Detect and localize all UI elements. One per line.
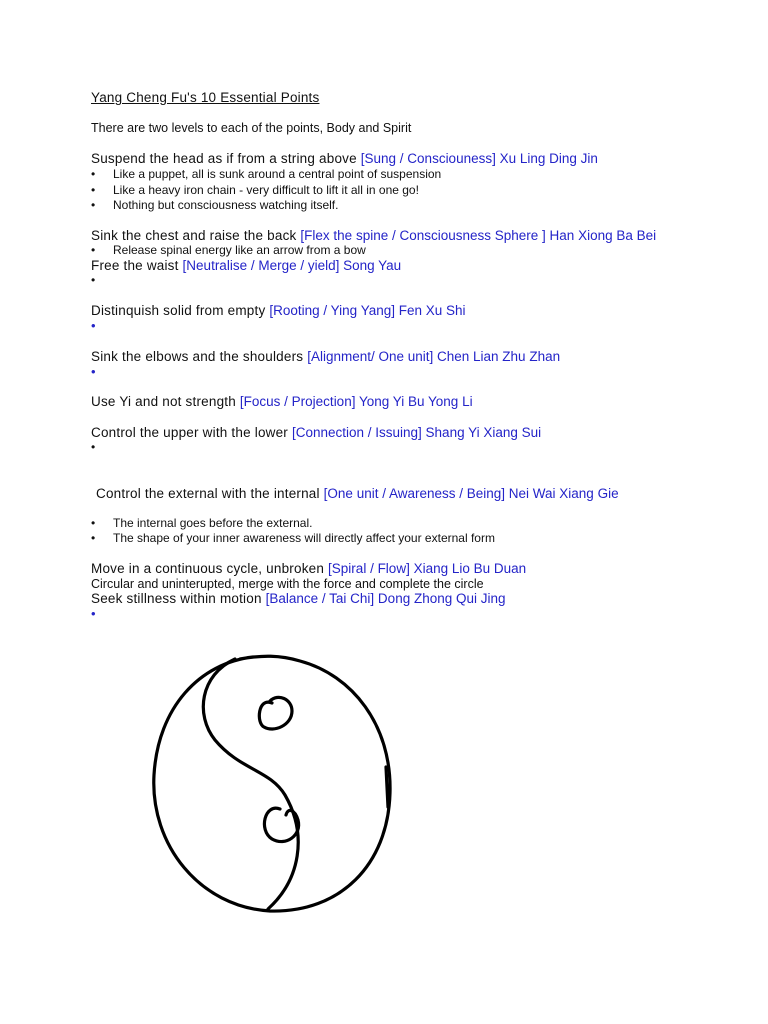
point-keywords: [Balance / Tai Chi] Dong Zhong Qui Jing <box>265 591 506 606</box>
intro-text: There are two levels to each of the points, Body and Spirit <box>91 121 412 135</box>
bullet-glyph: • <box>91 516 96 530</box>
bullet-glyph: • <box>91 440 96 454</box>
point-keywords: [Flex the spine / Consciousness Sphere ] Han Xiong Ba Bei <box>300 228 657 243</box>
point-10-heading <box>91 591 506 606</box>
point-keywords: [One unit / Awareness / Being] Nei Wai Xiang Gie <box>323 486 619 501</box>
point-text: Use Yi and not strength <box>91 394 236 409</box>
point-3-heading <box>91 258 401 273</box>
point-keywords: [Neutralise / Merge / yield] Song Yau <box>182 258 402 273</box>
lower-dot <box>264 808 298 841</box>
point-text: Control the upper with the lower <box>91 425 289 440</box>
point-7-heading <box>91 425 541 440</box>
point-2-heading <box>91 228 656 243</box>
point-4-heading <box>91 303 466 318</box>
upper-dot <box>259 697 292 729</box>
point-text: Move in a continuous cycle, unbroken <box>91 561 325 576</box>
point-8-heading <box>96 486 619 501</box>
point-6-heading <box>91 394 473 409</box>
bullet-glyph: • <box>91 198 96 212</box>
bullet-glyph: • <box>91 273 96 287</box>
bullet-glyph: • <box>91 364 96 379</box>
point-text: Free the waist <box>91 258 179 273</box>
point-5-heading <box>91 349 560 364</box>
bullet-glyph: • <box>91 183 96 197</box>
point-9-note: Circular and uninterupted, merge with the force and complete the circle <box>91 577 484 591</box>
bullet-glyph: • <box>91 318 96 333</box>
bullet-glyph: • <box>91 167 96 181</box>
bullet-glyph: • <box>91 531 96 545</box>
point-keywords: [Focus / Projection] Yong Yi Bu Yong Li <box>239 394 473 409</box>
right-edge-mark <box>386 767 388 807</box>
point-keywords: [Alignment/ One unit] Chen Lian Zhu Zhan <box>307 349 561 364</box>
point-keywords: [Connection / Issuing] Shang Yi Xiang Sui <box>291 425 542 440</box>
point-keywords: [Rooting / Ying Yang] Fen Xu Shi <box>269 303 466 318</box>
point-text: Sink the elbows and the shoulders <box>91 349 304 364</box>
document-page: Yang Cheng Fu's 10 Essential Points There are two levels to each of the points, Body and Spirit Suspend the head as if from a string above [Sung / Consciouness] Xu Ling Ding Jin • Like a puppet, all is sunk around a central point of suspension • Like a heavy iron chain - very difficult to lift it all in one go! • Nothing but consciousness watching itself. Sink the chest and raise the back [Flex the spine / Consciousness Sphere ] Han Xiong Ba Bei • Release spinal energy like an arrow from a bow Free the waist [Neutralise / Merge / yield] Song Yau • Distinquish solid from empty [Rooting / Ying Yang] Fen Xu Shi • Sink the elbows and the shoulders [Alignment/ One unit] Chen Lian Zhu Zhan • Use Yi and not strength [Focus / Projection] Yong Yi Bu Yong Li Control the upper with the lower [Connection / Issuing] Shang Yi Xiang Sui • Control the external with the internal [One unit / Awareness / Being] Nei Wai Xiang Gie • The internal goes before the external. • The shape of your inner awareness will directly affect your external form Move in a continuous cycle, unbroken [Spiral / Flow] Xiang Lio Bu Duan Circular and uninterupted, merge with the force and complete the circle Seek stillness within motion [Balance / Tai Chi] Dong Zhong Qui Jing • <box>0 0 768 1024</box>
outer-circle <box>154 656 390 911</box>
point-keywords: [Spiral / Flow] Xiang Lio Bu Duan <box>328 561 527 576</box>
bullet-glyph: • <box>91 243 96 257</box>
point-text: Control the external with the internal <box>96 486 320 501</box>
point-text: Sink the chest and raise the back <box>91 228 297 243</box>
point-keywords: [Sung / Consciouness] Xu Ling Ding Jin <box>360 151 598 166</box>
bullet-glyph: • <box>91 606 96 621</box>
point-text: Seek stillness within motion <box>91 591 262 606</box>
s-curve <box>203 659 298 909</box>
point-text: Distinquish solid from empty <box>91 303 266 318</box>
point-1-heading <box>91 151 598 166</box>
yin-yang-drawing <box>140 645 400 925</box>
document-title: Yang Cheng Fu's 10 Essential Points <box>91 90 320 105</box>
point-text: Suspend the head as if from a string above <box>91 151 357 166</box>
point-9-heading <box>91 561 526 576</box>
